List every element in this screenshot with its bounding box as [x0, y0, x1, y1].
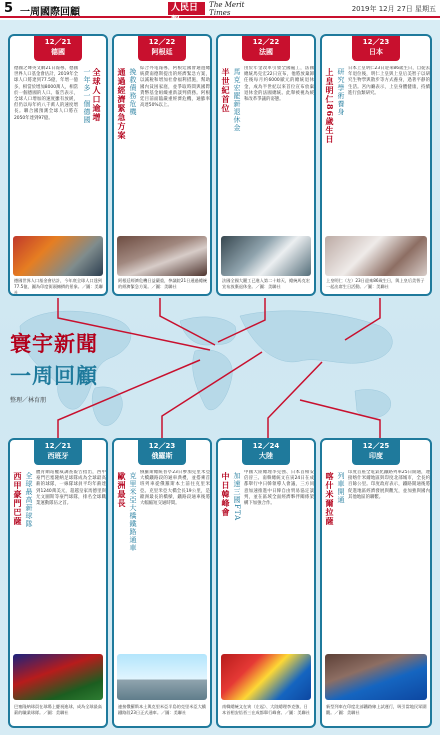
issue-date: 2019年 12月 27日 星期五 [351, 5, 436, 13]
date-tag: 12／23 日本 [352, 35, 400, 61]
card-spain [8, 438, 108, 728]
feature-title-line2: 一周回顧 [10, 363, 98, 388]
card-caption: 阿根廷經濟危機日益嚴重，參議院21日通過總統的經濟緊急方案。／圖：美聯社 [118, 278, 208, 289]
card-body: 體育網站權威調查報告指出，西甲豪門巴塞隆納足球隊成為全球最高薪的球隊，一線隊球員平均年薪達到1240萬美元，超越皇家馬德里與尤文圖斯等豪門球隊，排名全球職業運動隊伍之首。 [36, 470, 106, 507]
card-subline: 加速三國FTA [233, 472, 241, 522]
card-mainland [216, 438, 316, 728]
crowd-photo [13, 236, 103, 276]
card-headline: 喀什米爾拉薩 [325, 472, 335, 526]
emperor-photo [325, 236, 427, 276]
card-body: 中國大陸總理李克強、日本首相安倍晉三、南韓總統文在寅24日在成都舉行中日韓領導人會議，三方同意加速推進中日韓自由貿易協定談判，並在區域全面經濟夥伴關係架構下加強合作。 [244, 470, 314, 507]
train-photo [325, 654, 427, 700]
feature-title-line1: 寰宇新聞 [10, 331, 98, 356]
card-subline: 列車開通 [337, 472, 345, 504]
card-headline: 歐洲最長 [117, 472, 127, 508]
feature-title-block [10, 328, 130, 404]
date-tag: 12／21 西班牙 [34, 439, 82, 465]
card-caption: 南韓總統文在寅（左起）、大陸總理李克強、日本首相安倍晉三在成都舉行峰會。／圖：美聯社 [222, 704, 310, 715]
card-caption: 新型列車在印度北部鐵路線上試運行，吸引當地民眾圍觀。／圖：美聯社 [326, 704, 427, 715]
card-body: 印度首座全電氣化鐵路列車25日開通，連接喀什米爾地區與印度北部城市，全長約百餘公里。印度政府表示，鐵路開通後將促進地區經濟發展與觀光，並加強與國內其他地區的聯繫。 [348, 470, 430, 500]
card-caption: 上皇明仁（左）23日迎來86歲生日，與上皇后美智子一起出席生日活動。／圖：美聯社 [326, 278, 425, 289]
card-body: 綜合外電報導，阿根廷國會通過總統費南德斯提出的經濟緊急方案，以減稅和增加社會福利措施，幫助國內貧困家庭，並爭取時間與國際貨幣基金組織重新談判債務。阿根廷目前面臨嚴重經濟危機，通膨率高達50%以上。 [140, 66, 210, 109]
card-argentina [112, 34, 212, 296]
card-india [320, 438, 432, 728]
card-body: 日本上皇明仁23日迎來86歲生日，自從去年退位後，明仁上皇與上皇后美智子以研究生物學與散步等方式養身，過著平靜的生活。宮內廳表示，上皇身體健康，持續進行魚類研究。 [348, 66, 430, 96]
card-subline: 馬克宏罷薪退休金 [233, 68, 241, 132]
card-russia [112, 438, 212, 728]
strike-photo [221, 236, 311, 276]
card-headline: 半世紀首位 [221, 68, 231, 113]
card-subline: 全球最高薪球隊 [25, 472, 33, 528]
bridge-photo [117, 654, 207, 700]
date-tag: 12／24 大陸 [242, 439, 290, 465]
masthead-logo [168, 2, 260, 15]
editor-credit: 整理／林育朋 [10, 397, 47, 404]
date-tag: 12／23 俄羅斯 [138, 439, 186, 465]
date-tag: 12／22 阿根廷 [138, 35, 186, 61]
section-title: 一周國際回顧 [20, 7, 80, 18]
page-header [0, 0, 440, 18]
card-germany [8, 34, 108, 296]
masthead-cn: 人民日 [168, 2, 205, 15]
card-body: 德國之聲英文網21日報導，德國世界人口基金會估計，2019年全球人口將達到77.5億，年增一億多，相當於增加8000萬人，相當於一個德國的人口。報告表示，全球人口增加的速度雖有放緩，但仍以每年約八千萬人的速度增長。聯合國預測全球人口將在2050年達到97億。 [14, 66, 78, 121]
card-caption: 巴塞隆納球員在球場上慶祝進球，成為全球最高薪的職業球隊。／圖：美聯社 [14, 704, 102, 715]
summit-photo [221, 654, 311, 700]
card-subline: 克里米亞大橋鐵路通車 [129, 472, 137, 552]
card-caption: 法國全國大罷工已進入第二十餘天，總統馬克宏宣布放棄退休金。／圖：美聯社 [222, 278, 310, 289]
date-tag: 12／22 法國 [242, 35, 290, 61]
card-body: 由於年金改革引發全國罷工，法國總統馬克宏22日宣布，他將放棄卸任後每月約6000歐元的總統退休金，成為半世紀以來首位宣布放棄退休金的法國總統。此舉被視為緩和改革爭議的姿態。 [244, 66, 314, 103]
card-france [216, 34, 316, 296]
card-subline: 一年多一個德國 [83, 68, 91, 124]
card-headline: 中日韓峰會 [221, 472, 231, 517]
masthead-en: The Merit Times [209, 0, 245, 17]
card-caption: 連接俄羅斯本土與克里米亞半島的克里米亞大橋鐵路段23日正式通車。／圖：美聯社 [118, 704, 206, 715]
parliament-photo [117, 236, 207, 276]
card-body: 俄羅斯總統普亭23日參加克里米亞大橋鐵路段的通車典禮，並搭乘首班列車從俄羅斯本土前往克里米亞。克里米亞大橋全長19公里，是歐洲最長的橋樑，鐵路段通車後將大幅縮短交通時間。 [140, 470, 210, 507]
card-headline: 全球人口逾增 [92, 68, 102, 122]
page-number: 5 [4, 1, 14, 16]
card-headline: 通過經濟緊急方案 [117, 68, 127, 140]
date-tag: 12／25 印度 [352, 439, 400, 465]
card-japan [320, 34, 432, 296]
card-headline: 上皇明仁86歲生日 [325, 68, 335, 145]
card-subline: 研究學術養身 [337, 68, 345, 116]
card-caption: 德國世界人口基金會估計，今年底全球人口達到77.5億，圖為印度街頭擁擠的景象。／圖：美聯社 [14, 278, 103, 295]
card-headline: 西甲豪門巴薩 [13, 472, 23, 526]
football-photo [13, 654, 103, 700]
date-tag: 12／21 德國 [34, 35, 82, 61]
card-subline: 挽救債務危機 [129, 68, 137, 116]
